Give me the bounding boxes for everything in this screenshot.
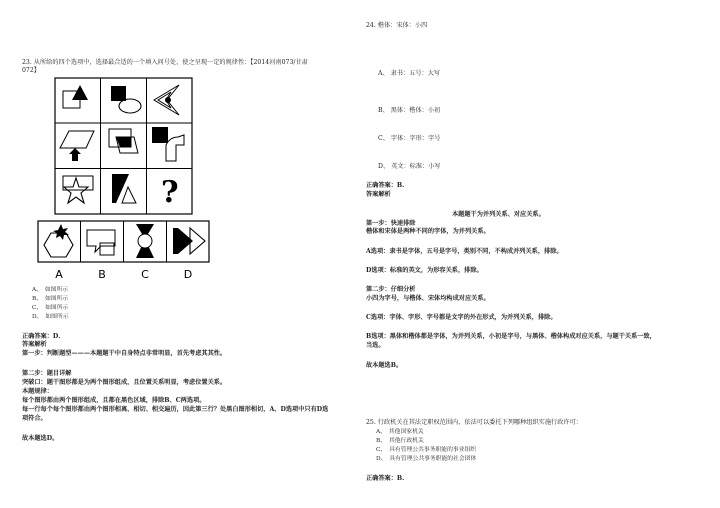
q23-choice-c: C、 如图所示 bbox=[32, 305, 69, 311]
option-b-figure bbox=[87, 230, 115, 255]
cell-square-curve bbox=[152, 127, 184, 161]
cell-square-ellipse bbox=[111, 86, 141, 113]
option-a-figure bbox=[44, 224, 73, 257]
q23-conclusion: 故本题选D。 bbox=[22, 435, 59, 442]
q23-step2-line3: 每个图形都由两个图形组成，且都在黑色区域，排除B、C两选项。 bbox=[22, 397, 206, 404]
q24-b-analysis-line2: 当选。 bbox=[366, 342, 385, 349]
q24-answer: 正确答案：B. bbox=[366, 182, 405, 189]
q24-c-analysis: C选项：字体、字形、字号都是文字的外在形式，为并列关系，排除。 bbox=[366, 314, 557, 321]
option-d-letter: D bbox=[183, 268, 193, 281]
q24-option-c: C、 字体：字形：字号 bbox=[378, 135, 441, 142]
q24-option-a: A、 隶书：五号：大写 bbox=[378, 70, 441, 77]
q24-headline: 本题题干为并列关系、对应关系。 bbox=[452, 211, 545, 218]
q23-answer: 正确答案：D. bbox=[22, 333, 61, 340]
q23-step2-line4: 每一行每个每个图形都由两个图形相离、相切、相交遍历，因此第三行？处黑白图形相切，A、D选项中只有D选 bbox=[22, 406, 329, 413]
q23-step2-line1: 突破口：题干图形都是为两个图形组成，且位置关系明显，考虑位置关系。 bbox=[22, 379, 227, 386]
q23-stem-line1: 23. 从所给的四个选项中，选择最合适的一个填入问号处，使之呈现一定的规律性：【2014河南073/甘肃 bbox=[22, 59, 308, 66]
q23-choice-b: B、 如图所示 bbox=[32, 296, 69, 302]
q25-option-b: B、 其他行政机关 bbox=[376, 438, 424, 444]
q24-step2-title: 第二步：仔细分析 bbox=[366, 286, 416, 293]
q24-step2-line1: 小四为字号，与楷体、宋体均构成对应关系。 bbox=[366, 295, 490, 302]
q25-option-a: A、 其他国家机关 bbox=[376, 429, 424, 435]
q23-options-figure bbox=[37, 220, 210, 282]
option-d-figure bbox=[173, 228, 205, 254]
q23-choice-a: A、 如图所示 bbox=[32, 287, 69, 293]
q25-option-c: C、 具有管理公共事务职能的事业组织 bbox=[376, 447, 477, 453]
q24-option-b: B、 黑体：楷体：小初 bbox=[378, 107, 441, 114]
q23-step2-title: 第二步：题目详解 bbox=[22, 370, 72, 377]
q23-choice-d: D、 如图所示 bbox=[32, 314, 69, 320]
cell-overlap-shapes bbox=[109, 129, 138, 153]
q23-step1: 第一步：判断题型———本题题干中自身特点非常明显，首先考虑其其性。 bbox=[22, 350, 227, 357]
cell-rectangle-star bbox=[63, 176, 93, 203]
q24-stem: 24. 楷体：宋体：小四 bbox=[366, 22, 428, 29]
q24-option-d: D、 英文：标准：小写 bbox=[378, 163, 441, 170]
q23-step2-line2: 本题规律： bbox=[22, 388, 53, 395]
q24-step1-line1: 楷体和宋体是两种不同的字体，为并列关系。 bbox=[366, 228, 490, 235]
question-mark: ? bbox=[161, 175, 179, 210]
q25-stem: 25. 行政机关在其法定职权范围内，依法可以委托下列哪种组织实施行政许可： bbox=[366, 419, 582, 426]
q23-step2-line5: 项符合。 bbox=[22, 415, 47, 422]
option-a-letter: A bbox=[55, 268, 63, 281]
q23-analysis-title: 答案解析 bbox=[22, 341, 47, 348]
q24-d-analysis: D选项：标准的英文，为形容关系，排除。 bbox=[366, 267, 483, 274]
option-c-letter: C bbox=[141, 268, 149, 281]
cell-arrow-shapes bbox=[154, 85, 179, 115]
q25-option-d: D、 具有管理公共事务职能的社会团体 bbox=[376, 456, 477, 462]
q25-answer: 正确答案：B. bbox=[366, 475, 405, 482]
cell-quad-triangle bbox=[112, 174, 136, 203]
q24-b-analysis-line1: B选项：黑体和楷体都是字体，为并列关系，小初是字号，与黑体、楷体构成对应关系，与题干关系一致， bbox=[366, 333, 656, 340]
q23-figure-grid bbox=[54, 77, 193, 215]
option-c-figure bbox=[136, 224, 154, 258]
q24-a-analysis: A选项：隶书是字体，五号是字号，类别不同，不构成并列关系，排除。 bbox=[366, 248, 563, 255]
cell-square-triangle bbox=[63, 85, 88, 108]
q24-conclusion: 故本题选B。 bbox=[366, 362, 403, 369]
q24-analysis-title: 答案解析 bbox=[366, 191, 391, 198]
option-b-letter: B bbox=[98, 268, 106, 281]
q23-stem-line2: 072】 bbox=[22, 67, 40, 74]
cell-parallelogram-arrow bbox=[60, 131, 94, 161]
q24-step1-title: 第一步：快速排除 bbox=[366, 220, 416, 227]
